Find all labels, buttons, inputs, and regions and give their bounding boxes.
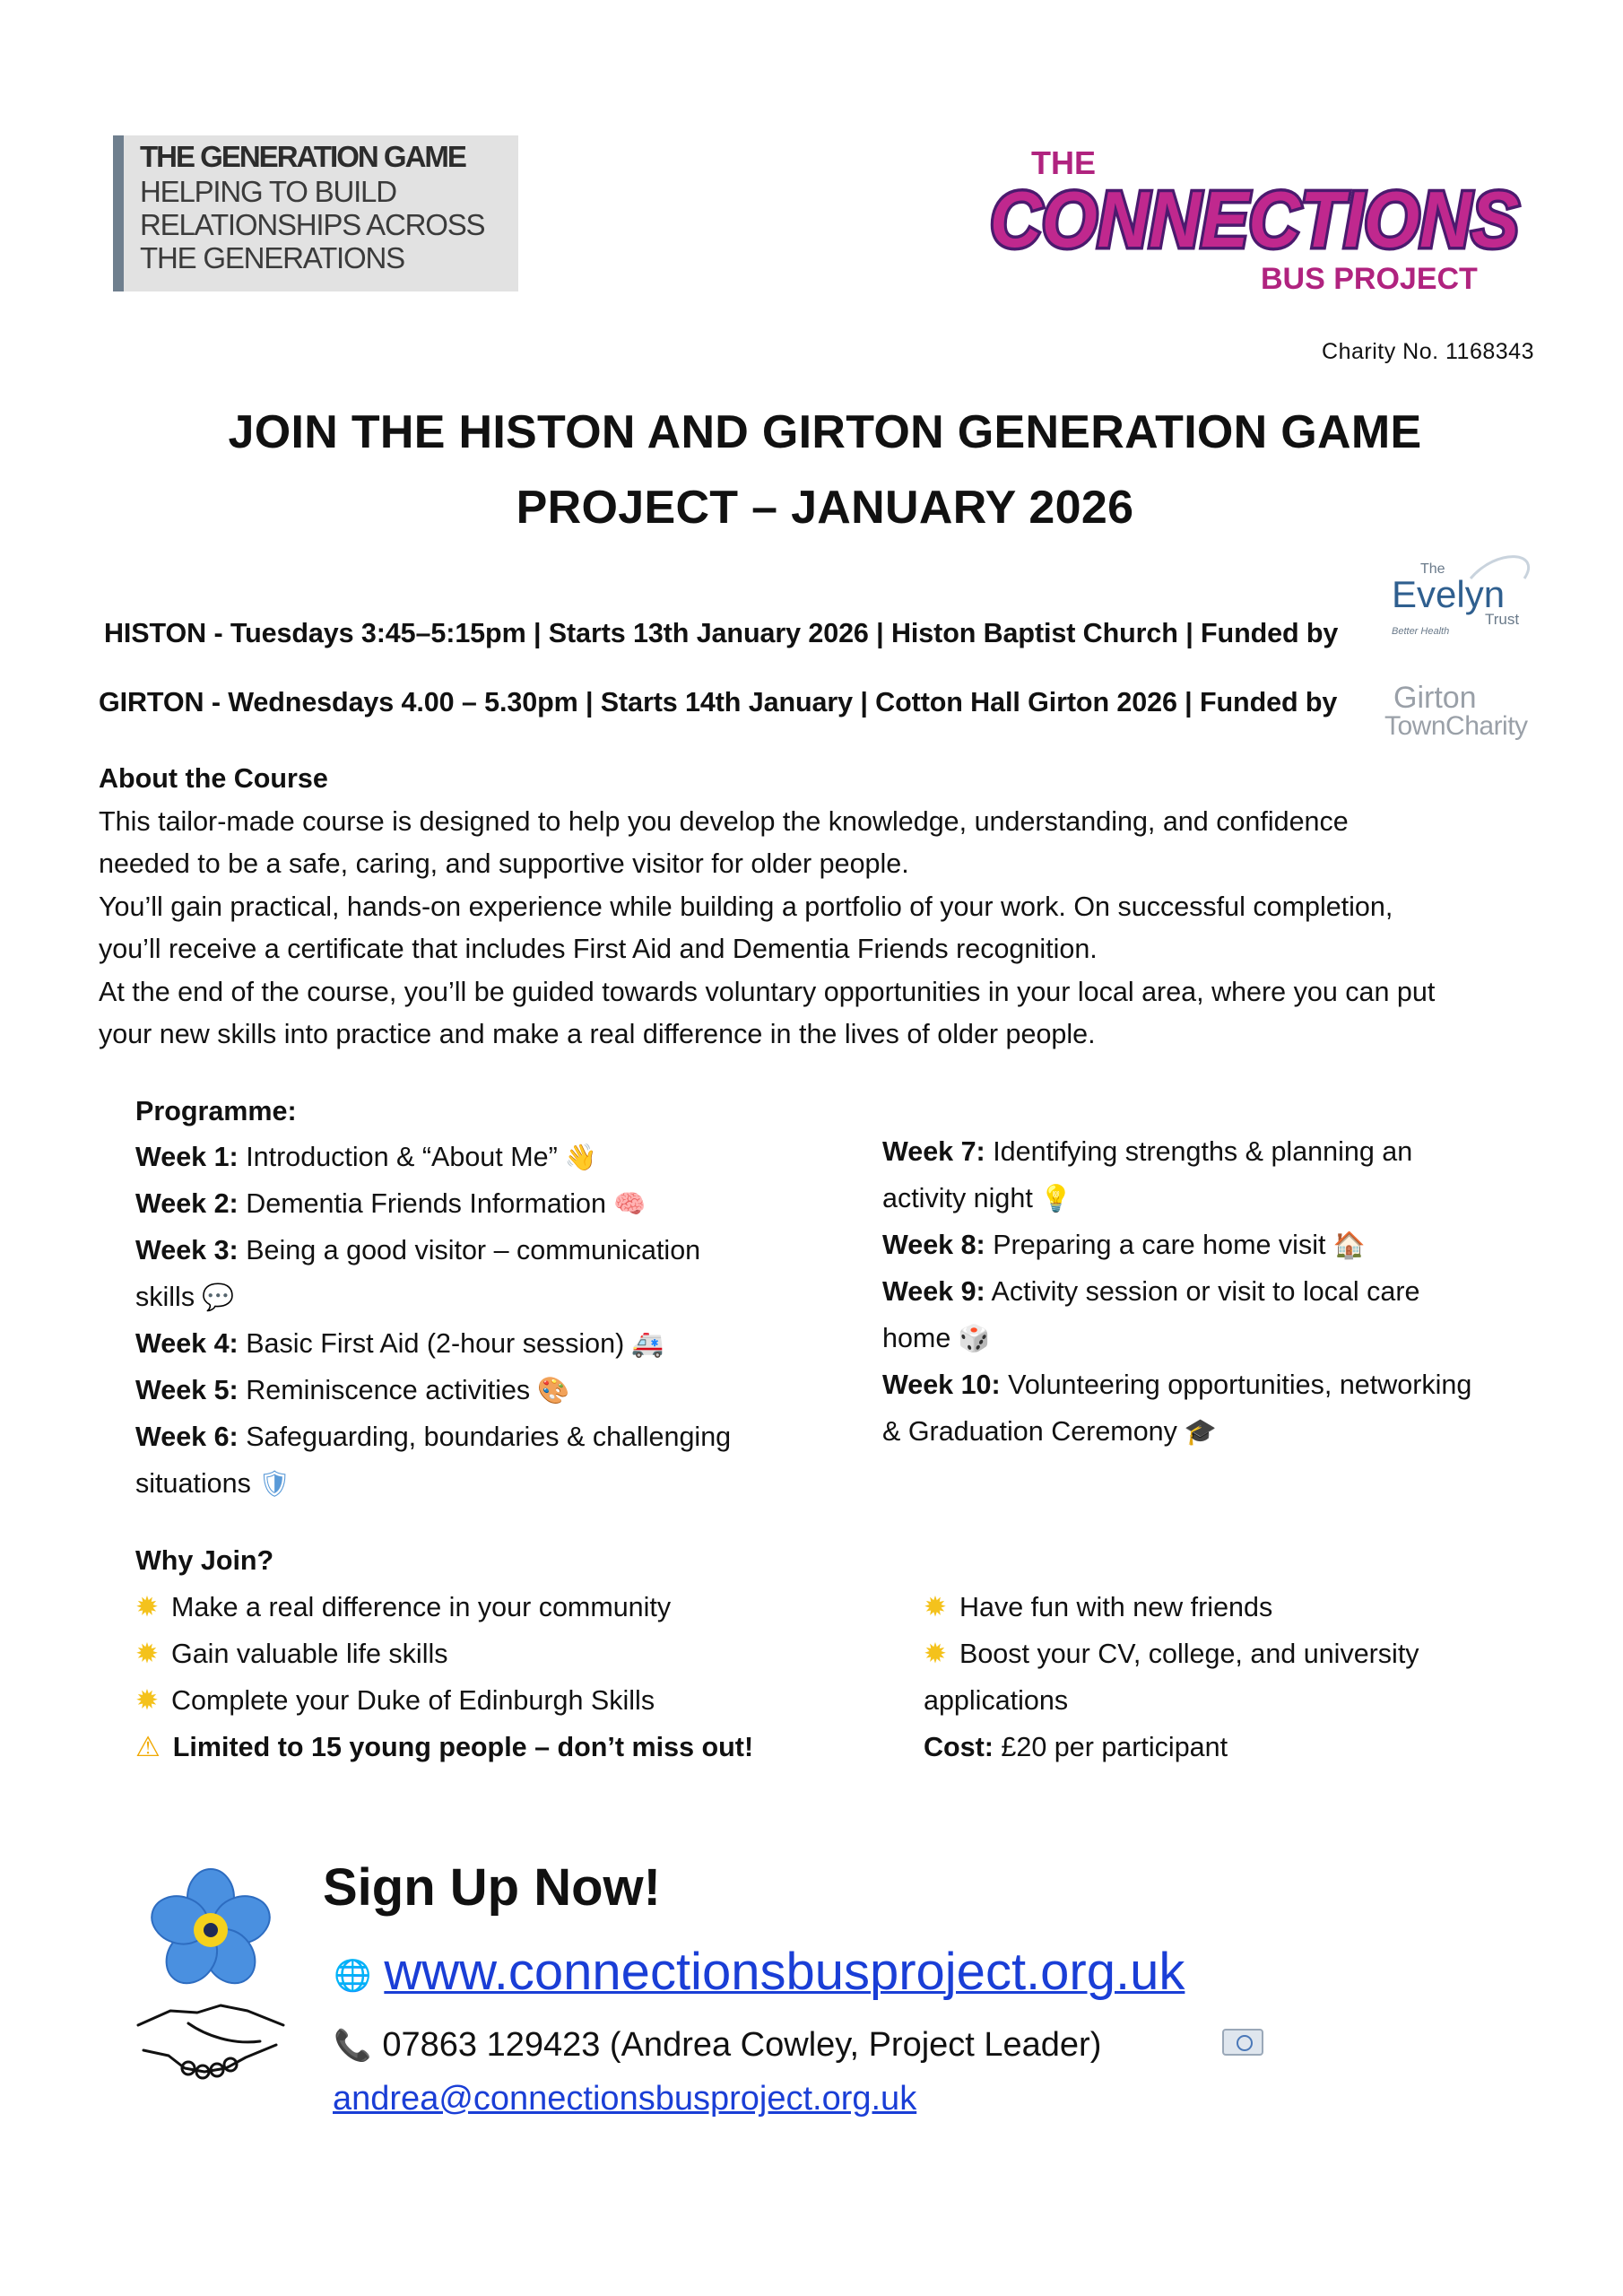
charity-number: Charity No. 1168343: [1322, 339, 1534, 364]
sun-icon: ✹: [135, 1638, 159, 1670]
generation-game-logo: [113, 135, 518, 291]
week-text: Volunteering opportunities, networking: [1008, 1370, 1472, 1400]
programme-week-7-cont: [882, 1175, 1471, 1222]
warning-text: Limited to 15 young people – don’t miss out!: [172, 1732, 754, 1762]
sun-icon: ✹: [135, 1591, 159, 1623]
week-label: Week 6:: [135, 1422, 239, 1452]
why-join-item: [135, 1677, 753, 1724]
week-text: Dementia Friends Information: [246, 1188, 606, 1219]
about-line-4: you’ll receive a certificate that includes First Aid and Dementia Friends recognition.: [99, 934, 1098, 964]
cost-value: £20 per participant: [1001, 1732, 1228, 1762]
programme-week-3-cont: [135, 1274, 731, 1320]
week-text-cont: skills: [135, 1282, 195, 1312]
about-line-2: needed to be a safe, caring, and supportive visitor for older people.: [99, 848, 909, 879]
why-join-text-cont: applications: [924, 1685, 1069, 1716]
website-row: [334, 1939, 1185, 2009]
week-text: Reminiscence activities: [246, 1375, 531, 1405]
week-text: Safeguarding, boundaries & challenging: [246, 1422, 732, 1452]
waving-hand-icon: 👋: [564, 1142, 597, 1172]
programme-week-10-cont: [882, 1408, 1471, 1455]
graduation-cap-icon: 🎓: [1184, 1416, 1217, 1447]
dice-icon: 🎲: [958, 1323, 991, 1353]
why-join-left-column: [135, 1584, 753, 1770]
histon-session-info: HISTON - Tuesdays 3:45–5:15pm | Starts 13th January 2026 | Histon Baptist Church | Funded by: [104, 618, 1339, 648]
programme-right-column: [882, 1128, 1471, 1455]
limited-places-warning: [135, 1724, 753, 1770]
programme-week-6-cont: [135, 1460, 731, 1507]
page-title-line-2: PROJECT – JANUARY 2026: [516, 482, 1134, 534]
cost-label: Cost:: [924, 1732, 994, 1762]
evelyn-logo-the: The: [1420, 561, 1445, 577]
connections-logo-bus-project: BUS PROJECT: [1261, 262, 1478, 296]
email-link[interactable]: andrea@connectionsbusproject.org.uk: [333, 2080, 917, 2118]
week-label: Week 1:: [135, 1142, 239, 1172]
evelyn-trust-logo: [1390, 543, 1533, 643]
why-join-right-column: [924, 1584, 1419, 1770]
programme-week-10: [882, 1361, 1471, 1408]
about-heading: About the Course: [99, 763, 328, 794]
generation-game-title: THE GENERATION GAME: [140, 140, 465, 173]
week-text: Introduction & “About Me”: [246, 1142, 558, 1172]
programme-week-6: [135, 1413, 731, 1460]
about-line-5: At the end of the course, you’ll be guided towards voluntary opportunities in your local area, where you can put: [99, 976, 1436, 1007]
shield-icon: 🛡: [257, 1468, 291, 1499]
week-text: Preparing a care home visit: [993, 1230, 1326, 1260]
sun-icon: ✹: [135, 1684, 159, 1717]
why-join-item: [924, 1631, 1419, 1677]
phone-icon: 📞: [334, 2028, 372, 2064]
generation-game-line-1: HELPING TO BUILD: [140, 175, 396, 208]
ambulance-icon: 🚑: [631, 1328, 664, 1359]
evelyn-logo-name: Evelyn: [1392, 573, 1506, 615]
week-label: Week 8:: [882, 1230, 985, 1260]
house-icon: 🏠: [1332, 1230, 1366, 1260]
sun-icon: ✹: [924, 1638, 947, 1670]
why-join-text: Make a real difference in your community: [170, 1592, 672, 1622]
sign-up-heading: Sign Up Now!: [323, 1858, 661, 1917]
week-label: Week 7:: [882, 1136, 985, 1167]
warning-icon: ⚠: [135, 1731, 161, 1763]
why-join-text: Have fun with new friends: [959, 1592, 1273, 1622]
girton-town-charity-logo: [1384, 683, 1537, 746]
email-row: [333, 2073, 916, 2125]
why-join-item: [135, 1631, 753, 1677]
phone-contact: 07863 129423 (Andrea Cowley, Project Leader): [382, 2026, 1102, 2064]
generation-game-line-2: RELATIONSHIPS ACROSS: [140, 208, 485, 241]
programme-week-3: [135, 1227, 731, 1274]
cost-line: [924, 1724, 1419, 1770]
week-label: Week 4:: [135, 1328, 239, 1359]
about-line-6: your new skills into practice and make a real difference in the lives of older people.: [99, 1019, 1096, 1049]
palette-icon: 🎨: [537, 1375, 570, 1405]
programme-week-1: [135, 1134, 731, 1180]
week-label: Week 2:: [135, 1188, 239, 1219]
why-join-text: Boost your CV, college, and university: [959, 1639, 1419, 1669]
speech-bubble-icon: 💬: [202, 1282, 235, 1312]
why-join-text: Gain valuable life skills: [170, 1639, 448, 1669]
why-join-item: [924, 1584, 1419, 1631]
page-title: [108, 395, 1542, 545]
programme-week-4: [135, 1320, 731, 1367]
email-icon: [1222, 2029, 1263, 2056]
girton-logo-line-2: TownCharity: [1384, 711, 1528, 741]
programme-week-8: [882, 1222, 1471, 1268]
programme-week-9: [882, 1268, 1471, 1315]
girton-session-info: GIRTON - Wednesdays 4.00 – 5.30pm | Starts 14th January | Cotton Hall Girton 2026 | Funded by: [99, 687, 1338, 718]
generation-game-line-3: THE GENERATIONS: [140, 241, 404, 274]
connections-bus-project-logo: [977, 135, 1533, 300]
why-join-item: [135, 1584, 753, 1631]
forget-me-not-handshake-icon: [135, 1866, 287, 2085]
week-label: Week 9:: [882, 1276, 985, 1307]
programme-week-7: [882, 1128, 1471, 1175]
programme-week-2: [135, 1180, 731, 1227]
week-text-cont: situations: [135, 1468, 251, 1499]
programme-week-5: [135, 1367, 731, 1413]
about-line-1: This tailor-made course is designed to help you develop the knowledge, understanding, and confidence: [99, 805, 1349, 837]
connections-logo-main: CONNECTIONS: [990, 175, 1519, 264]
connections-logo-the: THE: [1031, 144, 1096, 181]
week-label: Week 10:: [882, 1370, 1001, 1400]
programme-heading: Programme:: [135, 1096, 297, 1126]
about-section: [99, 758, 1533, 1057]
evelyn-logo-trust: Trust: [1485, 611, 1520, 628]
about-line-3: You’ll gain practical, hands-on experience while building a portfolio of your work. On successful completion,: [99, 891, 1393, 922]
week-text: Being a good visitor – communication: [246, 1235, 701, 1265]
why-join-text: Complete your Duke of Edinburgh Skills: [170, 1685, 655, 1716]
website-link[interactable]: www.connectionsbusproject.org.uk: [384, 1943, 1185, 2001]
week-label: Week 5:: [135, 1375, 239, 1405]
why-join-item-cont: [924, 1677, 1419, 1724]
evelyn-logo-tagline: Better Health: [1392, 626, 1450, 637]
programme-week-9-cont: [882, 1315, 1471, 1361]
phone-row: [334, 2018, 1101, 2073]
week-text: Activity session or visit to local care: [991, 1276, 1420, 1307]
week-text: Basic First Aid (2-hour session): [246, 1328, 625, 1359]
week-text-cont: home: [882, 1323, 951, 1353]
girton-logo-line-1: Girton: [1393, 681, 1477, 715]
page-title-line-1: JOIN THE HISTON AND GIRTON GENERATION GAME: [228, 406, 1422, 458]
week-label: Week 3:: [135, 1235, 239, 1265]
week-text-cont: activity night: [882, 1183, 1033, 1213]
light-bulb-icon: 💡: [1039, 1183, 1072, 1213]
why-join-heading: Why Join?: [135, 1545, 274, 1576]
brain-icon: 🧠: [612, 1188, 647, 1219]
programme-left-column: [135, 1134, 731, 1507]
week-text-cont: & Graduation Ceremony: [882, 1416, 1177, 1447]
globe-icon: 🌐: [334, 1957, 372, 1994]
week-text: Identifying strengths & planning an: [993, 1136, 1413, 1167]
sun-icon: ✹: [924, 1591, 947, 1623]
